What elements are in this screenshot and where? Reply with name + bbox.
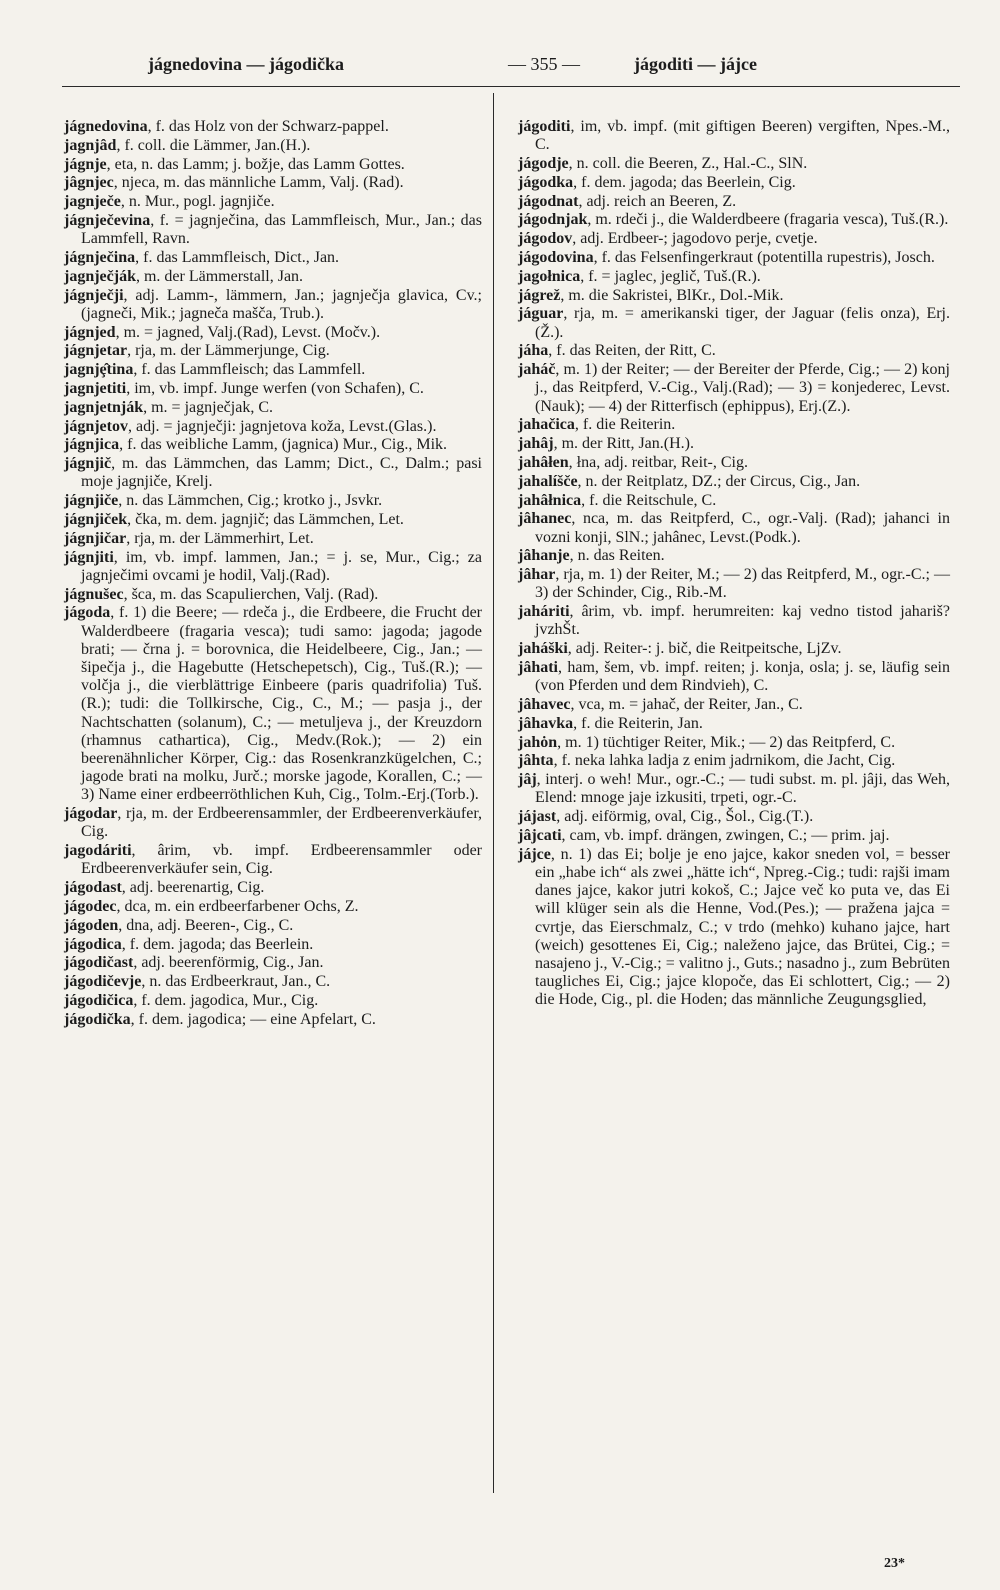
entry-headword: jagnjâd xyxy=(64,136,117,154)
entry-headword: jágnušec xyxy=(64,585,124,603)
entry-definition: , f. die Reiterin. xyxy=(574,416,676,434)
entry-definition: , adj. beerenartig, Cig. xyxy=(121,879,265,897)
dictionary-entry xyxy=(518,454,950,472)
dictionary-entry xyxy=(518,734,950,752)
entry-headword: jáguar xyxy=(518,305,564,323)
entry-headword: jagodáriti xyxy=(64,842,132,860)
entry-definition: , f. = jagnječina, das Lammfleisch, Mur., Jan.; das Lammfell, Ravn. xyxy=(81,211,482,248)
entry-definition: , im, vb. impf. (mit giftigen Beeren) vergiften, Npes.-M., C. xyxy=(535,118,950,154)
entry-headword: jahâłnica xyxy=(518,491,582,509)
entry-headword: jágoditi xyxy=(518,118,571,135)
dictionary-entry xyxy=(64,436,482,454)
dictionary-entry xyxy=(64,898,482,916)
dictionary-entry xyxy=(64,530,482,548)
dictionary-entry xyxy=(64,361,482,379)
entry-headword: jaháriti xyxy=(518,603,570,621)
entry-headword: jágnjetov xyxy=(64,417,128,435)
entry-headword: jágodičevje xyxy=(64,973,142,991)
entry-headword: jájast xyxy=(518,808,557,826)
dictionary-entry xyxy=(518,118,950,154)
entry-headword: jagnječják xyxy=(64,267,136,285)
entry-definition: , f. das weibliche Lamm, (jagnica) Mur., Cig., Mik. xyxy=(119,436,448,454)
entry-headword: jágodec xyxy=(64,897,117,915)
entry-headword: jâhati xyxy=(518,658,558,676)
entry-headword: jáha xyxy=(518,342,549,360)
entry-headword: jaháški xyxy=(518,640,568,658)
entry-definition: , f. dem. jagoda; das Beerlein. xyxy=(121,935,314,953)
dictionary-entry xyxy=(518,547,950,565)
dictionary-entry xyxy=(64,511,482,529)
entry-definition: , f. coll. die Lämmer, Jan.(H.). xyxy=(116,136,311,154)
entry-headword: jâhanec xyxy=(518,510,572,528)
entry-definition: , im, vb. impf. Junge werfen (von Schafen), C. xyxy=(126,379,424,397)
entry-definition: , f. das Felsenfingerkraut (potentilla rupestris), Josch. xyxy=(593,248,935,266)
dictionary-entry xyxy=(518,752,950,770)
entry-headword: jâgnjec xyxy=(64,174,114,192)
entry-headword: jâhar xyxy=(518,566,556,584)
entry-headword: jagnjetnják xyxy=(64,398,144,416)
entry-headword: jágnječina xyxy=(64,248,136,266)
entry-definition: , f. die Reitschule, C. xyxy=(581,491,717,509)
dictionary-entry xyxy=(64,156,482,174)
entry-headword: jâhavec xyxy=(518,695,571,713)
dictionary-entry xyxy=(64,268,482,286)
entry-definition: , n. coll. die Beeren, Z., Hal.-C., SlN. xyxy=(568,155,808,172)
entry-definition: , f. = jaglec, jeglič, Tuš.(R.). xyxy=(580,267,761,285)
entry-headword: jagnjȩ̂tina xyxy=(64,361,134,379)
entry-definition: , ârim, vb. impf. herumreiten: kaj vedno tistod jahariš? jvzhŠt. xyxy=(535,603,950,639)
dictionary-entry xyxy=(518,846,950,1010)
dictionary-entry xyxy=(64,879,482,897)
entry-headword: jâj xyxy=(518,771,537,789)
entry-headword: jágoden xyxy=(64,916,119,934)
entry-headword: jágnjiče xyxy=(64,492,119,510)
entry-headword: jágodar xyxy=(64,805,118,823)
entry-definition: , rja, m. der Lämmerjunge, Cig. xyxy=(127,342,330,360)
entry-headword: jágnjič xyxy=(64,455,112,473)
dictionary-entry xyxy=(64,399,482,417)
entry-headword: jagołnica xyxy=(518,267,581,285)
entry-definition: , m. rdeči j., die Walderdbeere (fragaria vesca), Tuš.(R.). xyxy=(587,211,949,229)
entry-definition: , cam, vb. impf. drängen, zwingen, C.; — prim. jaj. xyxy=(561,826,890,844)
entry-headword: jahačica xyxy=(518,416,575,434)
dictionary-entry xyxy=(518,155,950,173)
entry-definition: , m. der Lämmerstall, Jan. xyxy=(135,267,304,285)
dictionary-entry xyxy=(64,174,482,192)
dictionary-entry xyxy=(518,566,950,602)
entry-definition: , m. = jagned, Valj.(Rad), Levst. (Močv.). xyxy=(115,323,381,341)
dictionary-entry xyxy=(64,418,482,436)
entry-definition: , m. das Lämmchen, das Lamm; Dict., C., Dalm.; pasi moje jagnjiče, Krelj. xyxy=(81,455,482,491)
entry-headword: jágnjetar xyxy=(64,342,128,360)
entry-headword: jahalíšče xyxy=(518,472,578,490)
entry-headword: jágnjiček xyxy=(64,510,128,528)
entry-definition: , adj. Reiter-: j. bič, die Reitpeitsche, LjZv. xyxy=(567,640,842,658)
entry-definition: , adj. Lamm-, lämmern, Jan.; jagnječja glavica, Cv.; (jagneči, Mik.; jagneča mašča, Trub.). xyxy=(81,286,482,322)
entry-headword: jágnječevina xyxy=(64,211,151,229)
entry-headword: jahȯn xyxy=(518,733,558,751)
dictionary-entry xyxy=(64,604,482,804)
entry-definition: , im, vb. impf. lammen, Jan.; = j. se, Mur., Cig.; za jagnječimi ovcami je hodil, Valj.(Rad). xyxy=(81,548,482,584)
entry-definition: , rja, m. 1) der Reiter, M.; — 2) das Reitpferd, M., ogr.-C.; — 3) der Schinder, Cig., Rib.-M. xyxy=(535,566,950,602)
entry-definition: , f. dem. jagodica, Mur., Cig. xyxy=(133,991,319,1009)
entry-headword: jágnječji xyxy=(64,286,124,304)
entry-definition: , adj. Erdbeer-; jagodovo perje, cvetje. xyxy=(572,230,818,248)
entry-definition: , nca, m. das Reitpferd, C., ogr.-Valj. (Rad); jahanci in vozni konji, SlN.; jahânec, Levst.(Podk.). xyxy=(535,510,950,546)
entry-definition: , rja, m. der Erdbeerensammler, der Erdbeerenverkäufer, Cig. xyxy=(81,805,482,841)
entry-definition: , rja, m. = amerikanski tiger, der Jaguar (felis onza), Erj.(Ž.). xyxy=(535,305,950,341)
dictionary-entry xyxy=(518,361,950,416)
dictionary-entry xyxy=(64,973,482,991)
entry-definition: , n. das Lämmchen, Cig.; krotko j., Jsvkr. xyxy=(118,492,383,510)
dictionary-entry xyxy=(64,805,482,841)
left-column xyxy=(64,118,482,1030)
entry-headword: jâhta xyxy=(518,752,554,770)
entry-headword: jahâj xyxy=(518,435,554,453)
entry-headword: jágodnjak xyxy=(518,211,588,229)
entry-definition: , m. 1) der Reiter; — der Bereiter der Pferde, Cig.; — 2) konj j., das Reitpferd, V.-Cig., Valj.(Rad); — 3) = konjederec, Levst.(Nauk); — 4) der Ritterfisch (ephippus), Erj.(Z.). xyxy=(535,361,950,415)
entry-definition: , n. das Reiten. xyxy=(569,547,665,565)
dictionary-entry xyxy=(64,249,482,267)
dictionary-entry xyxy=(518,715,950,733)
dictionary-entry xyxy=(518,249,950,267)
dictionary-entry xyxy=(518,473,950,491)
entry-headword: jágnjed xyxy=(64,323,116,341)
entry-headword: jaháč xyxy=(518,361,556,379)
entry-definition: , adj. = jagnječji: jagnjetova koža, Levst.(Glas.). xyxy=(127,417,437,435)
entry-definition: , adj. reich an Beeren, Z. xyxy=(578,192,737,210)
dictionary-entry xyxy=(64,992,482,1010)
dictionary-entry xyxy=(64,287,482,323)
entry-headword: jágodičica xyxy=(64,991,134,1009)
entry-definition: , m. 1) tüchtiger Reiter, Mik.; — 2) das Reitpferd, C. xyxy=(557,733,896,751)
entry-definition: , šca, m. das Scapulierchen, Valj. (Rad). xyxy=(123,585,379,603)
dictionary-entry xyxy=(64,549,482,585)
entry-headword: jágodje xyxy=(518,155,569,172)
header-left-guidewords: jágnedovina — jágodička xyxy=(148,54,345,74)
entry-definition: , f. das Lammfleisch, Dict., Jan. xyxy=(135,248,340,266)
dictionary-entry xyxy=(518,808,950,826)
dictionary-entry xyxy=(64,917,482,935)
dictionary-entry xyxy=(518,510,950,546)
entry-headword: jâjcati xyxy=(518,826,562,844)
dictionary-entry xyxy=(518,342,950,360)
dictionary-entry xyxy=(64,212,482,248)
dictionary-entry xyxy=(64,193,482,211)
entry-headword: jágnjica xyxy=(64,436,120,454)
entry-headword: jágrež xyxy=(518,286,561,304)
dictionary-entry xyxy=(518,659,950,695)
dictionary-entry xyxy=(64,137,482,155)
entry-definition: , adj. beerenförmig, Cig., Jan. xyxy=(133,954,324,972)
entry-definition: , m. = jagnječjak, C. xyxy=(143,398,273,416)
dictionary-entry xyxy=(64,455,482,491)
dictionary-entry xyxy=(64,586,482,604)
entry-definition: , f. das Lammfleisch; das Lammfell. xyxy=(133,361,366,379)
entry-definition: , n. Mur., pogl. jagnjiče. xyxy=(120,193,275,211)
dictionary-entry xyxy=(518,174,950,192)
dictionary-entry xyxy=(518,696,950,714)
entry-definition: , n. 1) das Ei; bolje je eno jajce, kakor sneden vol, = besser ein „habe ich“ als zwei „hätte ich“, Npreg.-Cig.; tudi: rajši imam danes jajce, kakor jutri kokoš, C.; Jajce več ko puta ve, das Ei will klüger sein als die Henne, Vod.(Pes.); — pražena jajca = cvrtje, das Eierschmalz, C.; v trdo (mehko) kuhano jajce, hart (weich) gesottenes Ei, Cig.; naleženo jajce, das Brütei, Cig.; = nasajeno j., V.-Cig.; = valitno j., Guts.; nasadno j., zum Bebrüten taugliches Ei, Cig.; jajce klopoče, das Ei schlottert, Cig.; — 2) die Hode, Cig., pl. die Hoden; das männliche Zeugungsglied, xyxy=(535,845,950,1009)
entry-definition: , m. die Sakristei, BlKr., Dol.-Mik. xyxy=(560,286,784,304)
entry-definition: , dna, adj. Beeren-, Cig., C. xyxy=(118,916,294,934)
dictionary-entry xyxy=(518,640,950,658)
column-divider xyxy=(493,93,494,1493)
dictionary-entry xyxy=(518,435,950,453)
dictionary-entry xyxy=(64,954,482,972)
entry-definition: , čka, m. dem. jagnjič; das Lämmchen, Let. xyxy=(127,510,404,528)
entry-definition: , f. 1) die Beere; — rdeča j., die Erdbeere, die Frucht der Walderdbeere (fragaria vesca); tudi samo: jagoda; jagode brati; — črna j. = borovnica, die Heidelbeere, Cig., Jan.; — šipečja j., die Hagebutte (Hetschepetsch), Cig., Tuš.(R.); — volčja j., die vierblättrige Einbeere (paris quadrifolia) Tuš.(R.); tudi: die Tollkirsche, Cig., C., M.; — pasja j., der Nachtschatten (solanum), C.; — metuljeva j., der Kreuzdorn (rhamnus cathartica), Cig., Medv.(Rok.); — 2) ein beerenähnlicher Körper, Cig.: das Rosenkranzkügelchen, C.; jagode brati na molku, Jurč.; morske jagode, Korallen, C.; — 3) Name einer erdbeerröthlichen Kuh, Cig., Tolm.-Erj.(Torb.). xyxy=(81,604,482,804)
entry-headword: jágodnat xyxy=(518,192,579,210)
entry-headword: jâhanje xyxy=(518,547,570,565)
entry-headword: jágodov xyxy=(518,230,573,248)
dictionary-entry xyxy=(64,492,482,510)
entry-definition: , vca, m. = jahač, der Reiter, Jan., C. xyxy=(570,695,803,713)
dictionary-entry xyxy=(64,342,482,360)
entry-definition: , njeca, m. das männliche Lamm, Valj. (Rad). xyxy=(113,174,404,192)
dictionary-entry xyxy=(518,416,950,434)
dictionary-entry xyxy=(518,211,950,229)
dictionary-entry xyxy=(518,827,950,845)
entry-definition: , dca, m. ein erdbeerfarbener Ochs, Z. xyxy=(116,897,359,915)
entry-headword: jágoda xyxy=(64,604,111,622)
entry-definition: , f. das Reiten, der Ritt, C. xyxy=(548,342,716,360)
entry-headword: jágnedovina xyxy=(64,118,148,135)
header-right-guidewords: jágoditi — jájce xyxy=(634,54,757,74)
dictionary-entry xyxy=(518,305,950,341)
dictionary-entry xyxy=(64,1011,482,1029)
entry-headword: jagnjetiti xyxy=(64,379,127,397)
dictionary-entry xyxy=(64,842,482,878)
entry-definition: , f. dem. jagodica; — eine Apfelart, C. xyxy=(130,1010,376,1028)
entry-definition: , rja, m. der Lämmerhirt, Let. xyxy=(126,529,314,547)
entry-definition: , f. neka lahka ladja z enim jadrnikom, die Jacht, Cig. xyxy=(553,752,896,770)
signature-mark: 23* xyxy=(884,1556,905,1571)
entry-definition: , łna, adj. reitbar, Reit-, Cig. xyxy=(568,453,748,471)
page-number: — 355 — xyxy=(508,54,580,74)
entry-definition: , ham, šem, vb. impf. reiten; j. konja, osla; j. se, läufig sein (von Pferden und dem Rindvieh), C. xyxy=(535,658,950,695)
entry-headword: jágnjiti xyxy=(64,548,114,566)
dictionary-entry xyxy=(518,230,950,248)
entry-definition: , m. der Ritt, Jan.(H.). xyxy=(553,435,694,453)
entry-headword: jágodast xyxy=(64,879,122,897)
running-header xyxy=(62,48,958,80)
entry-definition: , f. die Reiterin, Jan. xyxy=(573,714,703,732)
entry-headword: jagnječe xyxy=(64,193,121,211)
entry-definition: , f. das Holz von der Schwarz-pappel. xyxy=(147,118,389,135)
dictionary-entry xyxy=(518,492,950,510)
entry-definition: , f. dem. jagoda; das Beerlein, Cig. xyxy=(573,173,796,191)
dictionary-entry xyxy=(518,193,950,211)
entry-headword: jâhavka xyxy=(518,714,574,732)
header-rule xyxy=(62,86,960,87)
dictionary-entry xyxy=(518,771,950,807)
entry-headword: jágodica xyxy=(64,935,122,953)
entry-headword: jágodka xyxy=(518,173,574,191)
entry-headword: jágodovina xyxy=(518,248,594,266)
entry-headword: jágodičast xyxy=(64,954,134,972)
dictionary-entry xyxy=(518,603,950,639)
entry-headword: jágnjičar xyxy=(64,529,127,547)
entry-definition: , eta, n. das Lamm; j. božje, das Lamm Gottes. xyxy=(106,155,405,173)
entry-definition: , n. der Reitplatz, DZ.; der Circus, Cig., Jan. xyxy=(577,472,861,490)
entry-definition: , interj. o weh! Mur., ogr.-C.; — tudi subst. m. pl. jâji, das Weh, Elend: mnoge jaje izkusiti, trpeti, ogr.-C. xyxy=(535,771,950,807)
dictionary-entry xyxy=(518,268,950,286)
dictionary-entry xyxy=(64,118,482,136)
entry-headword: jágnje xyxy=(64,155,107,173)
entry-headword: jahâłen xyxy=(518,453,569,471)
entry-headword: jájce xyxy=(518,845,551,863)
dictionary-entry xyxy=(64,936,482,954)
entry-definition: , adj. eiförmig, oval, Cig., Šol., Cig.(T.). xyxy=(556,808,814,826)
entry-headword: jágodička xyxy=(64,1010,131,1028)
dictionary-entry xyxy=(64,324,482,342)
dictionary-entry xyxy=(64,380,482,398)
entry-definition: , n. das Erdbeerkraut, Jan., C. xyxy=(141,973,331,991)
dictionary-entry xyxy=(518,287,950,305)
right-column xyxy=(518,118,950,1010)
entry-definition: , ârim, vb. impf. Erdbeerensammler oder Erdbeerenverkäufer sein, Cig. xyxy=(81,842,482,878)
